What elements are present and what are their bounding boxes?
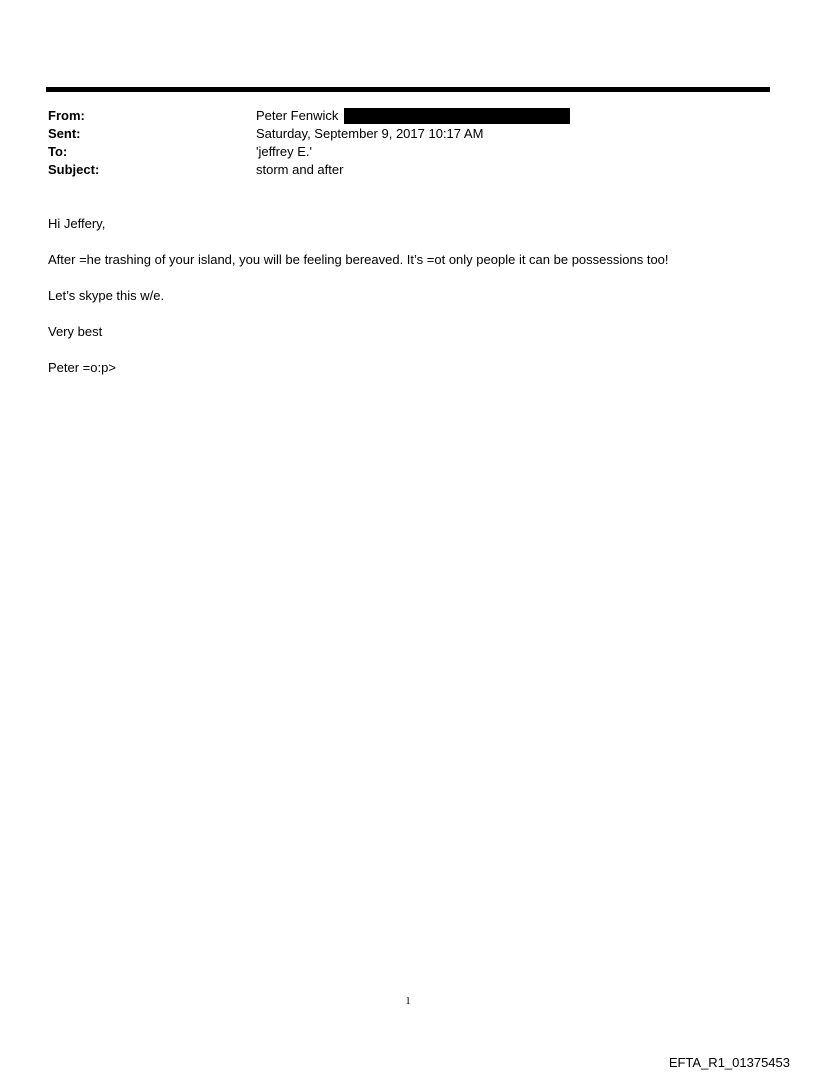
sent-row (48, 125, 770, 143)
page-number: 1 (405, 995, 411, 1007)
sent-value: Saturday, September 9, 2017 10:17 AM (256, 126, 484, 141)
bates-number: EFTA_R1_01375453 (668, 1055, 790, 1070)
sent-label: Sent: (48, 126, 81, 141)
to-row (48, 143, 770, 161)
from-label: From: (48, 108, 85, 123)
subject-label: Subject: (48, 162, 100, 177)
sender-name: Peter Fenwick (256, 108, 339, 123)
body-paragraph: Let’s skype this w/e. (48, 288, 165, 303)
greeting: Hi Jeffery, (48, 216, 106, 231)
to-value: 'jeffrey E.' (256, 144, 313, 159)
email-body (48, 215, 770, 395)
subject-row (48, 161, 770, 179)
header-divider-rule (46, 87, 770, 92)
redaction-box (344, 108, 570, 124)
from-row (48, 107, 770, 125)
closing: Very best (48, 324, 103, 339)
from-value (256, 107, 570, 125)
email-header (48, 107, 770, 179)
to-label: To: (48, 144, 68, 159)
signature: Peter =o:p> (48, 360, 116, 375)
subject-value: storm and after (256, 162, 344, 177)
body-paragraph: After =he trashing of your island, you will be feeling bereaved. It’s =ot only people it can be possessions too! (48, 252, 669, 267)
